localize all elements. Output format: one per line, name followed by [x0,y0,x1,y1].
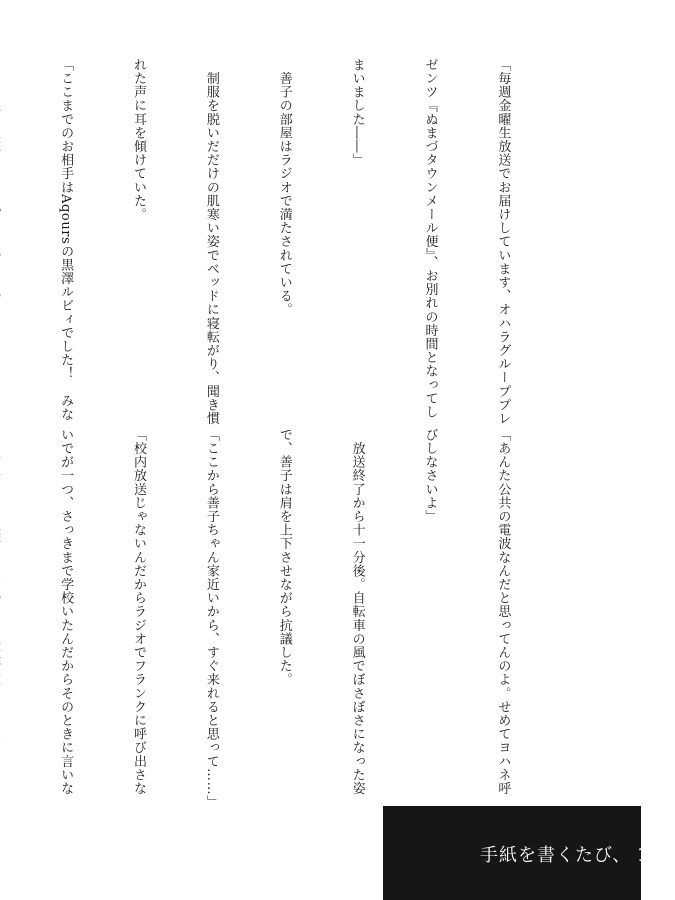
text-line: いでが一つ、さっきまで学校いたんだからそのときに言いな [58,428,74,796]
text-line: ゼンツ『ぬまづタウンメール便』、お別れの時間となってし [422,58,438,419]
text-line: 「ここまでのお相手はAqoursの黒澤ルビィでした！ みな [58,58,74,422]
text-line: れた声に耳を傾けていた。 [130,58,146,222]
text-line: 「毎週金曜生放送でお届けしています、オハラグループプレ [495,58,511,426]
footer-label [480,841,675,867]
text-line: 「ここから善子ちゃん家近いから、すぐ来れると思って……」 [203,428,219,809]
text-line: びしなさいよ」 [422,428,438,524]
page-number: 130 [637,845,675,866]
text-line: 善子の部屋はラジオで満たされている。 [276,58,292,317]
text-line: 「校内放送じゃないんだからラジオでフランクに呼び出さな [130,428,146,796]
text-line: 放送終了から十一分後。自転車の風でぼさぼさになった姿 [349,428,365,796]
text-line: まいました――」 [349,58,365,167]
upper-text-block [58,58,563,426]
text-line: 「あんた公共の電波なんだと思ってんのよ。せめてヨハネ呼 [495,428,511,796]
text-line: 制服を脱いだだけの肌寒い姿でベッドに寝転がり、聞き慣 [203,58,219,426]
text-line [0,428,4,780]
text-line: で、善子は肩を上下させながら抗議した。 [276,428,292,687]
text-line [0,58,4,396]
running-title: 手紙を書くたび、 [480,845,632,866]
page-footer [383,806,675,900]
lower-text-block [58,428,563,809]
